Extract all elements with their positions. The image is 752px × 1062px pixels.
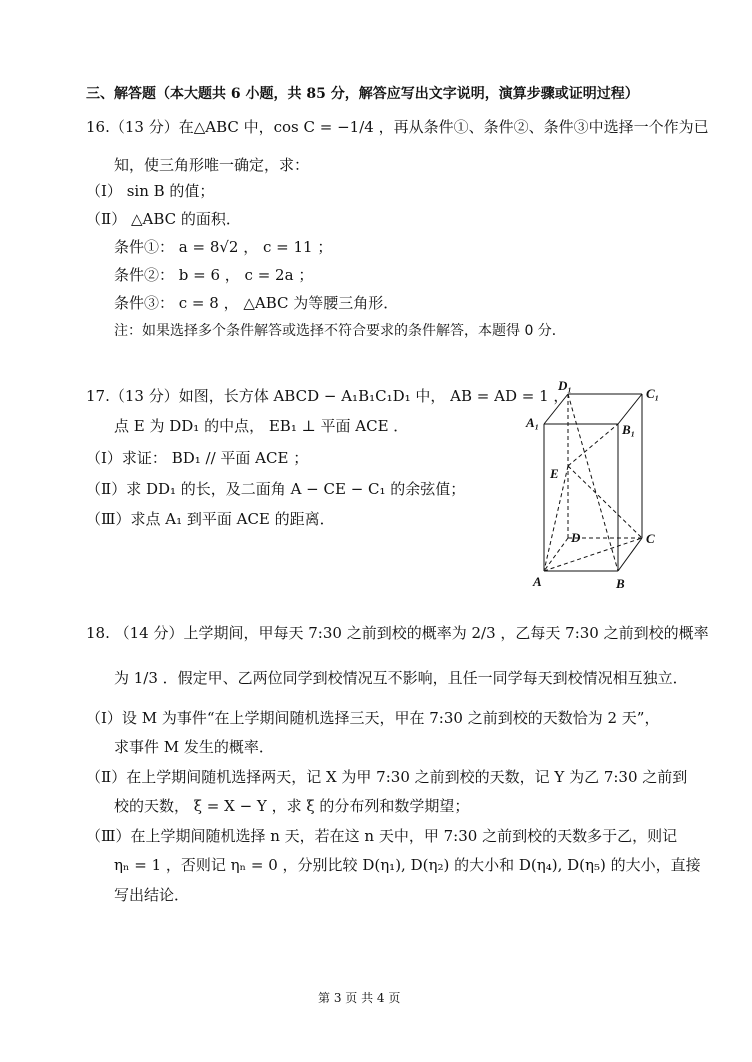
q17-part2: （Ⅱ）求 DD₁ 的长，及二面角 A − CE − C₁ 的余弦值； (86, 480, 466, 498)
q16-condition2: 条件②： b = 6 ， c = 2a ； (114, 266, 314, 284)
page-footer: 第 3 页 共 4 页 (318, 991, 401, 1005)
q18-part3-line1: （Ⅲ）在上学期间随机选择 n 天，若在这 n 天中，甲 7:30 之前到校的天数多于乙，则记 (86, 827, 678, 845)
cuboid-figure (520, 378, 670, 593)
q17-part3: （Ⅲ）求点 A₁ 到平面 ACE 的距离． (86, 510, 335, 528)
label-C: C (646, 531, 655, 546)
q18-part2-line2: 校的天数， ξ = X − Y ，求 ξ 的分布列和数学期望； (114, 797, 470, 815)
q17-part1: （Ⅰ）求证： BD₁ // 平面 ACE ； (86, 449, 309, 467)
label-A1: A₁ (526, 415, 540, 430)
label-B: B (616, 576, 625, 591)
q18-part3-line3: 写出结论． (114, 886, 190, 904)
q18-part2-line1: （Ⅱ）在上学期间随机选择两天，记 X 为甲 7:30 之前到校的天数，记 Y 为乙 7:30 之前到 (86, 768, 688, 786)
q16-condition3: 条件③： c = 8 ， △ABC 为等腰三角形． (114, 294, 399, 312)
label-C1: C₁ (646, 386, 660, 401)
q16-stem-line1: 16.（13 分）在△ABC 中，cos C = −1/4 ，再从条件①、条件②、条件③中选择一个作为已 (86, 118, 709, 136)
label-D1: D₁ (558, 378, 572, 393)
q16-part2: （Ⅱ） △ABC 的面积． (86, 210, 241, 228)
q16-condition1: 条件①： a = 8√2 ， c = 11 ； (114, 238, 333, 256)
q16-stem-line2: 知，使三角形唯一确定，求： (114, 156, 310, 174)
label-A: A (533, 574, 542, 589)
q16-part1: （Ⅰ） sin B 的值； (86, 182, 215, 200)
q16-note: 注：如果选择多个条件解答或选择不符合要求的条件解答，本题得 0 分． (114, 323, 566, 339)
q18-stem-line2: 为 1/3 ．假定甲、乙两位同学到校情况互不影响，且任一同学每天到校情况相互独立． (114, 669, 688, 687)
label-E: E (550, 466, 559, 481)
q17-stem-line2: 点 E 为 DD₁ 的中点， EB₁ ⊥ 平面 ACE ． (114, 417, 409, 435)
q18-part3-line2: ηₙ = 1 ，否则记 ηₙ = 0 ，分别比较 D(η₁), D(η₂) 的大小和 D(η₄), D(η₅) 的大小，直接 (114, 856, 701, 874)
q17-stem-line1: 17.（13 分）如图，长方体 ABCD − A₁B₁C₁D₁ 中， AB = AD = 1 ， (86, 387, 569, 405)
section-heading: 三、解答题（本大题共 6 小题，共 85 分，解答应写出文字说明，演算步骤或证明过程） (86, 86, 639, 102)
q18-part1-line2: 求事件 M 发生的概率． (114, 738, 274, 756)
q18-part1-line1: （Ⅰ）设 M 为事件“在上学期间随机选择三天，甲在 7:30 之前到校的天数恰为 2 天”， (86, 709, 660, 727)
q18-stem-line1: 18. （14 分）上学期间，甲每天 7:30 之前到校的概率为 2/3 ，乙每天 7:30 之前到校的概率 (86, 624, 709, 642)
label-D: D (571, 530, 581, 545)
label-B1: B₁ (622, 422, 636, 437)
